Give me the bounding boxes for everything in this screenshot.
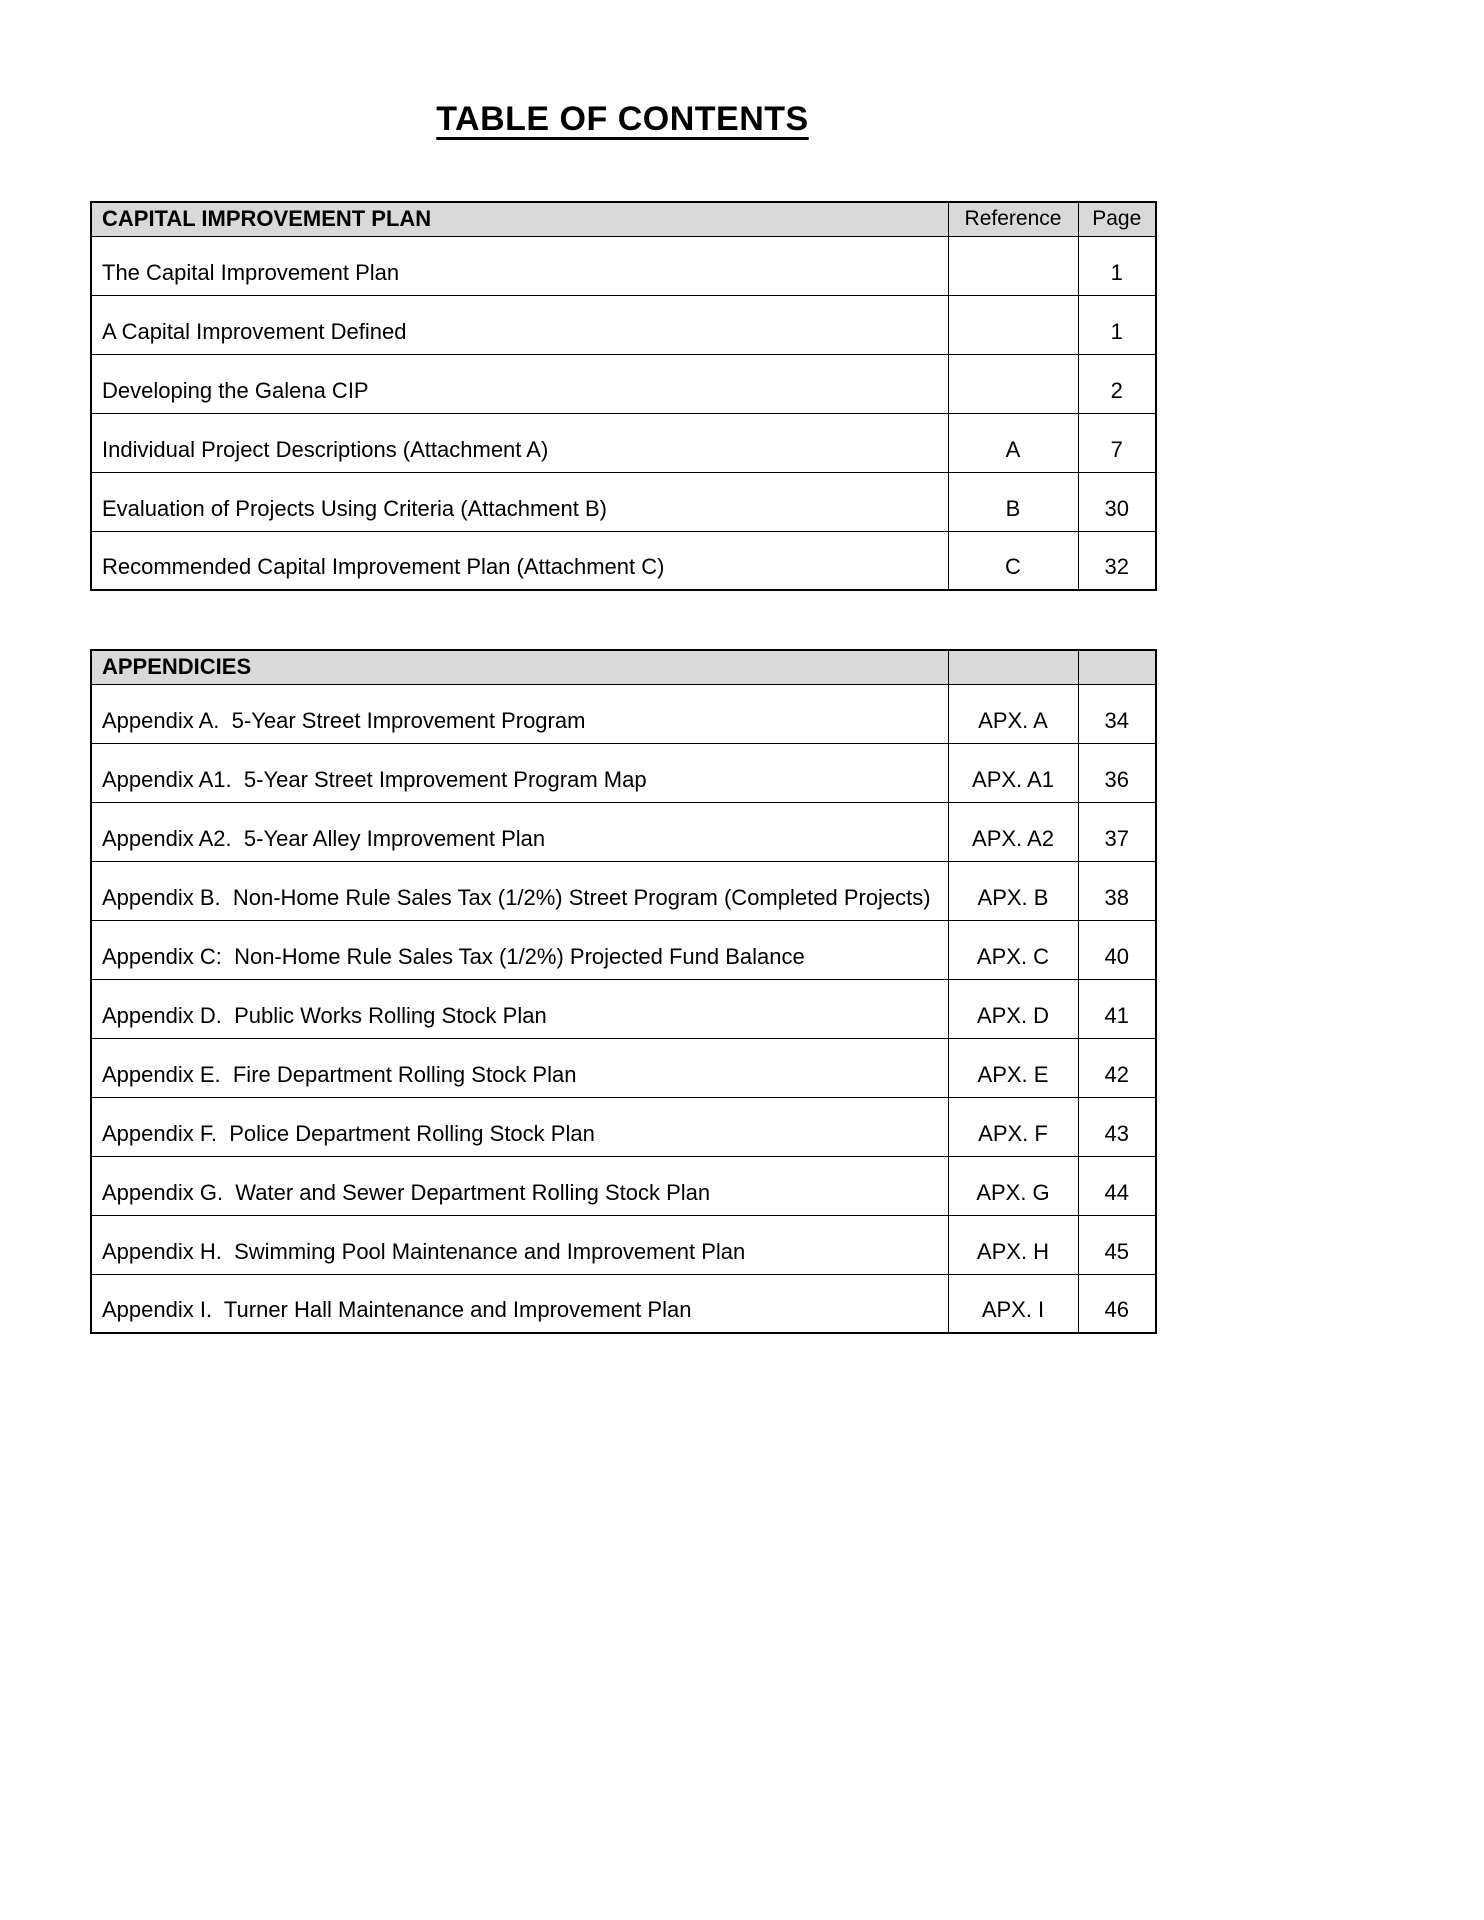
toc-entry-title: Appendix I. Turner Hall Maintenance and Improvement Plan [91,1274,948,1333]
toc-entry-reference: APX. G [948,1156,1078,1215]
toc-entry-title: Appendix C: Non-Home Rule Sales Tax (1/2%) Projected Fund Balance [91,920,948,979]
cip-table-header-page: Page [1078,202,1156,236]
toc-entry-page: 1 [1078,295,1156,354]
toc-row [91,861,1156,920]
toc-entry-reference: APX. F [948,1097,1078,1156]
document-content [90,0,1155,1334]
toc-entry-title: Appendix F. Police Department Rolling Stock Plan [91,1097,948,1156]
toc-entry-reference: APX. A2 [948,802,1078,861]
toc-entry-title: Appendix A1. 5-Year Street Improvement Program Map [91,743,948,802]
cip-table [90,201,1157,591]
toc-entry-title: Appendix E. Fire Department Rolling Stock Plan [91,1038,948,1097]
toc-entry-title: Appendix B. Non-Home Rule Sales Tax (1/2%) Street Program (Completed Projects) [91,861,948,920]
toc-entry-page: 34 [1078,684,1156,743]
toc-entry-reference: APX. B [948,861,1078,920]
toc-row [91,743,1156,802]
toc-row [91,531,1156,590]
toc-entry-title: The Capital Improvement Plan [91,236,948,295]
toc-entry-reference: C [948,531,1078,590]
toc-entry-title: Appendix A2. 5-Year Alley Improvement Plan [91,802,948,861]
toc-row [91,354,1156,413]
toc-entry-title: Individual Project Descriptions (Attachment A) [91,413,948,472]
toc-entry-reference: APX. H [948,1215,1078,1274]
toc-row [91,1274,1156,1333]
toc-row [91,1156,1156,1215]
toc-entry-page: 40 [1078,920,1156,979]
toc-entry-page: 38 [1078,861,1156,920]
toc-row [91,979,1156,1038]
table-gap [90,591,1155,649]
toc-entry-page: 46 [1078,1274,1156,1333]
toc-entry-page: 7 [1078,413,1156,472]
appendices-table-body [91,684,1156,1333]
toc-entry-title: Appendix D. Public Works Rolling Stock Plan [91,979,948,1038]
cip-table-header-reference: Reference [948,202,1078,236]
toc-entry-reference: APX. I [948,1274,1078,1333]
toc-entry-title: Appendix H. Swimming Pool Maintenance and Improvement Plan [91,1215,948,1274]
cip-table-header-title: CAPITAL IMPROVEMENT PLAN [91,202,948,236]
toc-entry-reference [948,295,1078,354]
toc-entry-reference: A [948,413,1078,472]
page-title: TABLE OF CONTENTS [436,100,809,138]
toc-entry-page: 32 [1078,531,1156,590]
appendices-table-header-reference [948,650,1078,684]
toc-entry-page: 36 [1078,743,1156,802]
toc-entry-reference: APX. C [948,920,1078,979]
toc-entry-title: Evaluation of Projects Using Criteria (Attachment B) [91,472,948,531]
toc-entry-page: 41 [1078,979,1156,1038]
toc-row [91,236,1156,295]
toc-entry-reference: APX. A1 [948,743,1078,802]
toc-row [91,295,1156,354]
toc-entry-title: Appendix A. 5-Year Street Improvement Program [91,684,948,743]
toc-entry-reference [948,354,1078,413]
toc-entry-reference: B [948,472,1078,531]
cip-table-header-row [91,202,1156,236]
toc-entry-page: 30 [1078,472,1156,531]
toc-row [91,472,1156,531]
toc-entry-title: Appendix G. Water and Sewer Department Rolling Stock Plan [91,1156,948,1215]
toc-entry-reference: APX. D [948,979,1078,1038]
toc-entry-page: 2 [1078,354,1156,413]
toc-row [91,1097,1156,1156]
toc-entry-page: 44 [1078,1156,1156,1215]
toc-entry-page: 42 [1078,1038,1156,1097]
toc-entry-page: 1 [1078,236,1156,295]
toc-row [91,802,1156,861]
toc-entry-title: Recommended Capital Improvement Plan (Attachment C) [91,531,948,590]
toc-entry-page: 43 [1078,1097,1156,1156]
toc-entry-reference [948,236,1078,295]
appendices-table [90,649,1157,1334]
appendices-table-header-row [91,650,1156,684]
toc-row [91,920,1156,979]
toc-row [91,1215,1156,1274]
toc-row [91,684,1156,743]
toc-entry-reference: APX. E [948,1038,1078,1097]
appendices-table-header-title: APPENDICIES [91,650,948,684]
toc-entry-reference: APX. A [948,684,1078,743]
toc-row [91,413,1156,472]
toc-entry-title: Developing the Galena CIP [91,354,948,413]
toc-entry-page: 45 [1078,1215,1156,1274]
toc-row [91,1038,1156,1097]
appendices-table-header-page [1078,650,1156,684]
cip-table-body [91,236,1156,590]
toc-entry-title: A Capital Improvement Defined [91,295,948,354]
toc-entry-page: 37 [1078,802,1156,861]
